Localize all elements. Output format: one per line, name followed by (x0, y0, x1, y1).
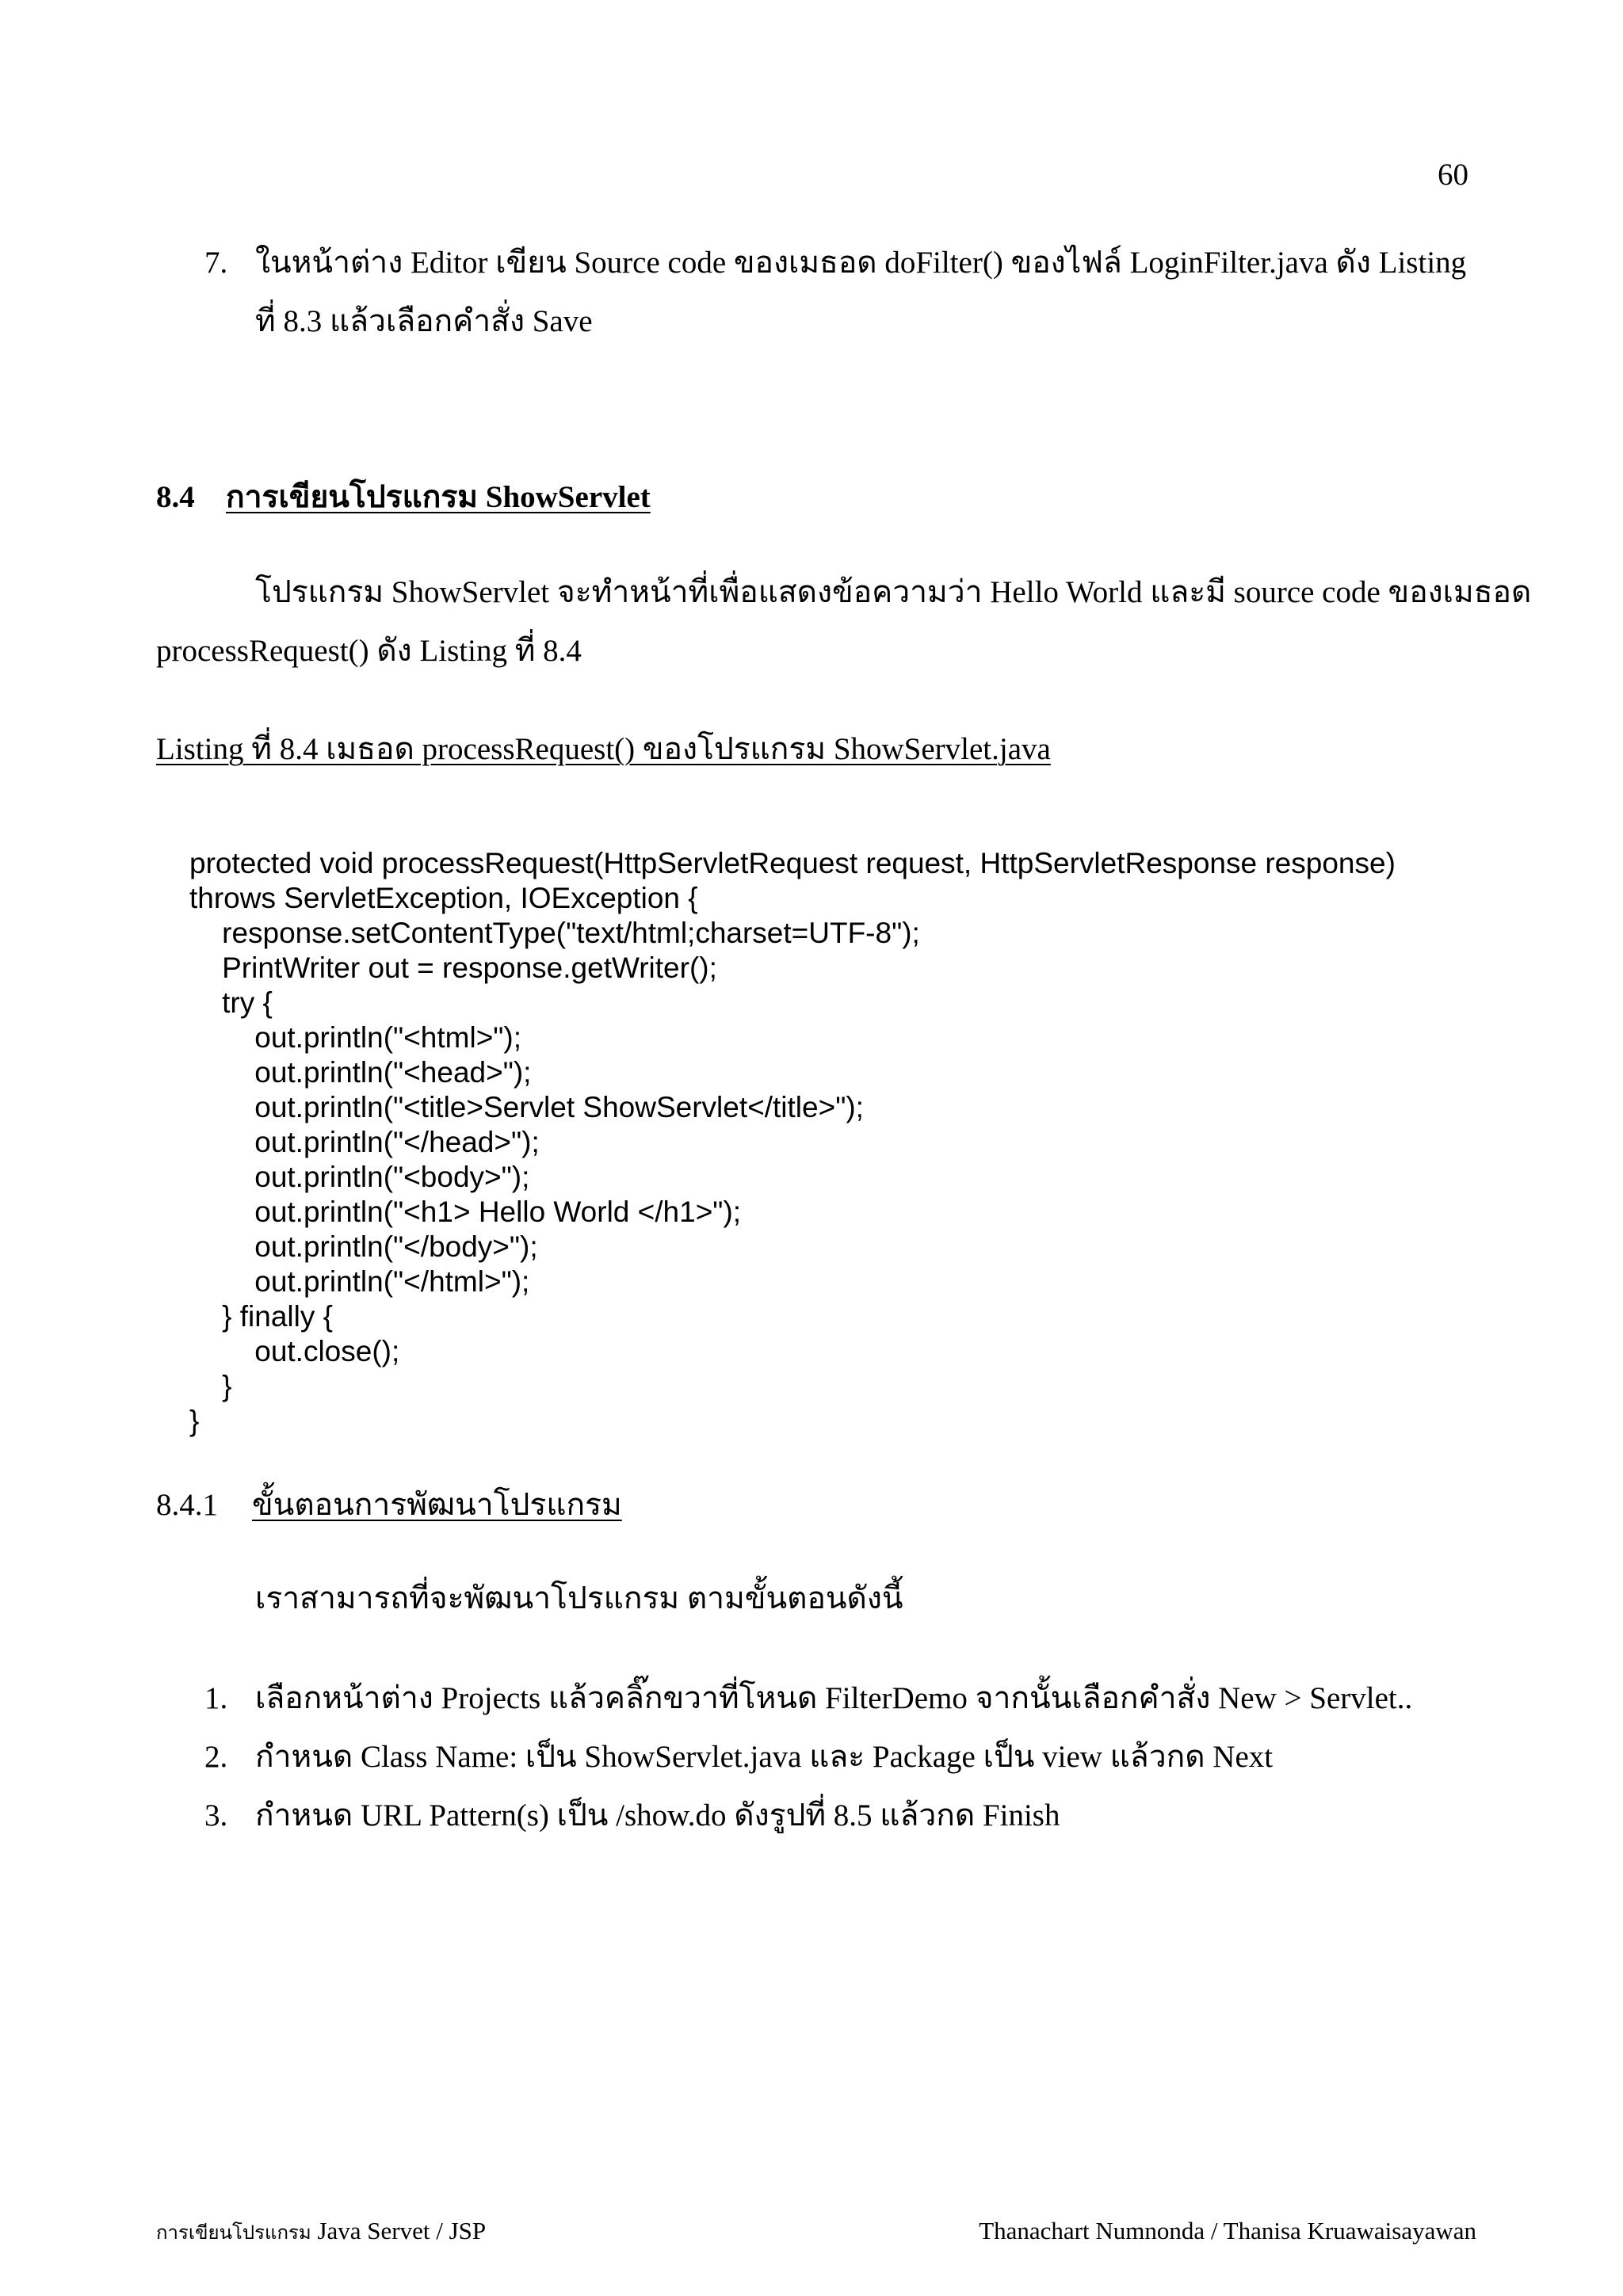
code-line: protected void processRequest(HttpServletRequest request, HttpServletResponse response) (189, 847, 1396, 879)
footer-left (156, 2218, 486, 2243)
code-line: out.println("</html>"); (189, 1265, 530, 1298)
footer-right: Thanachart Numnonda / Thanisa Kruawaisayawan (979, 2217, 1476, 2245)
subsection-number: 8.4.1 (156, 1488, 218, 1522)
code-line: out.println("<html>"); (189, 1021, 522, 1054)
code-line: } (189, 1405, 200, 1437)
subsection-intro: เราสามารถที่จะพัฒนาโปรแกรม ตามขั้นตอนดังนี้ (255, 1581, 903, 1615)
step-7-number: 7. (204, 246, 228, 280)
step-text: เลือกหน้าต่าง Projects แล้วคลิ๊กขวาที่โหนด FilterDemo จากนั้นเลือกคำสั่ง New > Servlet.. (255, 1681, 1413, 1715)
page-number: 60 (1438, 158, 1468, 192)
code-line: out.println("<h1> Hello World </h1>"); (189, 1196, 742, 1228)
code-line: out.close(); (189, 1335, 400, 1367)
listing-caption: Listing ที่ 8.4 เมธอด processRequest() ของโปรแกรม ShowServlet.java (156, 732, 1051, 766)
step-number: 1. (204, 1681, 228, 1715)
code-line: try { (189, 986, 273, 1019)
code-line: out.println("</head>"); (189, 1126, 540, 1158)
section-title: การเขียนโปรแกรม ShowServlet (226, 480, 651, 514)
code-line: } (189, 1370, 232, 1402)
subsection-title: ขั้นตอนการพัฒนาโปรแกรม (252, 1488, 622, 1522)
step-number: 3. (204, 1798, 228, 1833)
step-text: กำหนด Class Name: เป็น ShowServlet.java และ Package เป็น view แล้วกด Next (255, 1740, 1274, 1774)
code-line: out.println("<body>"); (189, 1161, 530, 1193)
footer-left-thai: การเขียนโปรแกรม (156, 2223, 311, 2244)
step-7-line-2: ที่ 8.3 แล้วเลือกคำสั่ง Save (255, 304, 593, 338)
section-number: 8.4 (156, 480, 195, 514)
step-text: กำหนด URL Pattern(s) เป็น /show.do ดังรูปที่ 8.5 แล้วกด Finish (255, 1798, 1060, 1833)
code-line: out.println("</body>"); (189, 1230, 538, 1263)
code-line: } finally { (189, 1300, 333, 1333)
footer-left-title: Java Servet / JSP (311, 2217, 487, 2245)
code-line: out.println("<head>"); (189, 1056, 532, 1089)
code-line: throws ServletException, IOException { (189, 882, 698, 914)
step-7-line-1: ในหน้าต่าง Editor เขียน Source code ของเมธอด doFilter() ของไฟล์ LoginFilter.java ดัง Listing (255, 246, 1467, 280)
code-line: response.setContentType("text/html;charset=UTF-8"); (189, 917, 920, 949)
code-line: out.println("<title>Servlet ShowServlet</title>"); (189, 1091, 864, 1123)
code-line: PrintWriter out = response.getWriter(); (189, 952, 717, 984)
intro-line-2: processRequest() ดัง Listing ที่ 8.4 (156, 634, 582, 668)
code-listing (189, 846, 1396, 1439)
step-number: 2. (204, 1740, 228, 1774)
intro-line-1: โปรแกรม ShowServlet จะทำหน้าที่เพื่อแสดงข้อความว่า Hello World และมี source code ของเมธอด (255, 575, 1532, 609)
